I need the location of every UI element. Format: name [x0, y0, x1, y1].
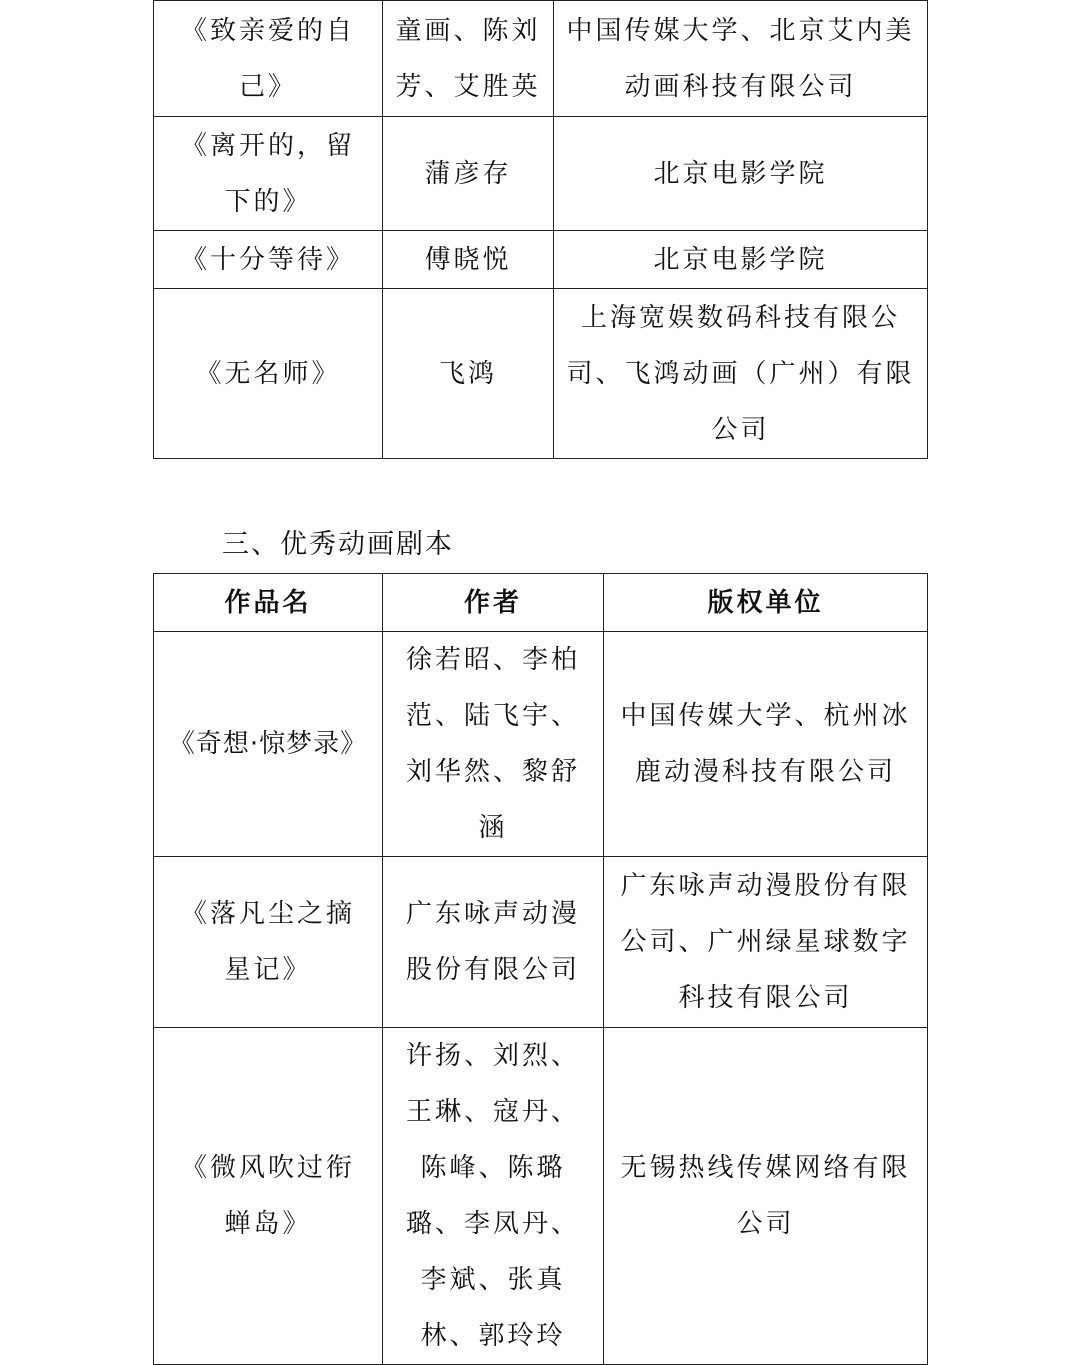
- work-title-cell: 《十分等待》: [154, 231, 383, 289]
- author-cell: 蒲彦存: [383, 117, 554, 231]
- table-row: [154, 1, 928, 117]
- table-row: [154, 857, 928, 1028]
- table-row: [154, 632, 928, 857]
- work-title-cell: 《无名师》: [154, 289, 383, 459]
- section-heading: 三、优秀动画剧本: [222, 529, 454, 560]
- copyright-owner-cell: 北京电影学院: [554, 117, 928, 231]
- author-cell: 童画、陈刘芳、艾胜英: [383, 1, 554, 117]
- table-row: [154, 289, 928, 459]
- table-row: [154, 1028, 928, 1365]
- author-cell: 飞鸿: [383, 289, 554, 459]
- author-cell: 徐若昭、李柏范、陆飞宇、刘华然、黎舒涵: [383, 632, 604, 857]
- column-header-owner: 版权单位: [604, 574, 928, 632]
- author-cell: 广东咏声动漫股份有限公司: [383, 857, 604, 1028]
- table-row: [154, 231, 928, 289]
- table-header-row: [154, 574, 928, 632]
- table-row: [154, 117, 928, 231]
- copyright-owner-cell: 广东咏声动漫股份有限公司、广州绿星球数字科技有限公司: [604, 857, 928, 1028]
- work-title-cell: 《离开的，留下的》: [154, 117, 383, 231]
- work-title-cell: 《落凡尘之摘星记》: [154, 857, 383, 1028]
- column-header-author: 作者: [383, 574, 604, 632]
- awards-table-continued: [153, 0, 928, 459]
- work-title-cell: 《微风吹过衔蝉岛》: [154, 1028, 383, 1365]
- work-title-cell: 《致亲爱的自己》: [154, 1, 383, 117]
- work-title-cell: 《奇想·惊梦录》: [154, 632, 383, 857]
- author-cell: 傅晓悦: [383, 231, 554, 289]
- copyright-owner-cell: 北京电影学院: [554, 231, 928, 289]
- column-header-work: 作品名: [154, 574, 383, 632]
- copyright-owner-cell: 中国传媒大学、北京艾内美动画科技有限公司: [554, 1, 928, 117]
- copyright-owner-cell: 无锡热线传媒网络有限公司: [604, 1028, 928, 1365]
- copyright-owner-cell: 上海宽娱数码科技有限公司、飞鸿动画（广州）有限公司: [554, 289, 928, 459]
- animation-script-awards-table: [153, 573, 928, 1365]
- copyright-owner-cell: 中国传媒大学、杭州冰鹿动漫科技有限公司: [604, 632, 928, 857]
- author-cell: 许扬、刘烈、王琳、寇丹、陈峰、陈璐璐、李凤丹、李斌、张真林、郭玲玲: [383, 1028, 604, 1365]
